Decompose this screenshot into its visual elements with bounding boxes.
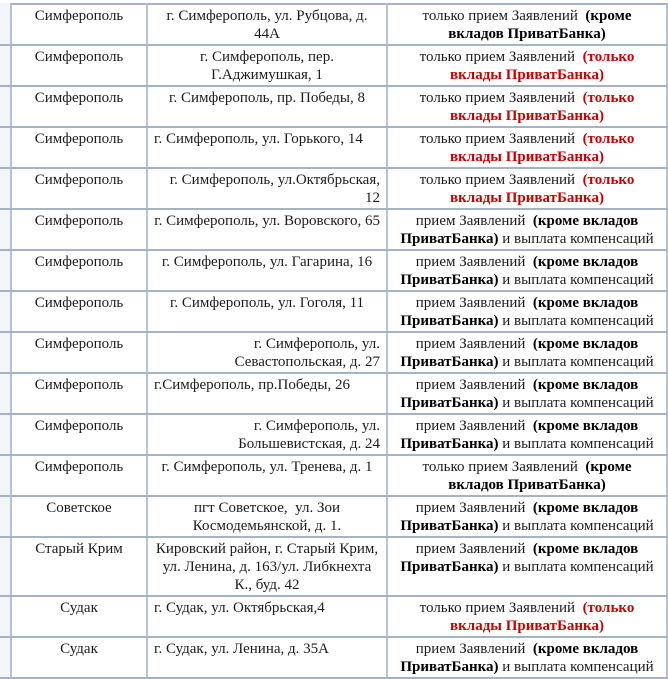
status-text: только прием Заявлений — [419, 600, 583, 616]
table-row — [0, 210, 668, 251]
status-text: прием Заявлений — [415, 377, 533, 393]
status-text: только прием Заявлений — [419, 172, 583, 188]
status-text: прием Заявлений — [415, 418, 533, 434]
status-parenthetical-bold: (кроме вкладов ПриватБанка) — [400, 418, 639, 452]
address-cell: г. Судак, ул. Октябрьская,4 — [146, 597, 386, 636]
status-cell — [386, 292, 668, 331]
table-row — [0, 128, 668, 169]
status-cell — [386, 638, 668, 677]
table-row — [0, 597, 668, 638]
left-cropped-column — [0, 538, 10, 595]
city-cell: Советское — [10, 497, 146, 536]
status-parenthetical-bold: (кроме вкладов ПриватБанка) — [400, 254, 639, 288]
city-cell: Симферополь — [10, 415, 146, 454]
address-cell: г. Симферополь, пр. Победы, 8 — [146, 87, 386, 126]
status-text: прием Заявлений — [415, 500, 533, 516]
status-cell — [386, 456, 668, 495]
table-row — [0, 169, 668, 210]
status-parenthetical-bold: (кроме вкладов ПриватБанка) — [400, 213, 639, 247]
status-cell — [386, 46, 668, 85]
status-text: и выплата компенсаций — [498, 659, 654, 675]
status-text: прием Заявлений — [415, 254, 533, 270]
status-text: и выплата компенсаций — [498, 313, 654, 329]
status-text: и выплата компенсаций — [498, 436, 654, 452]
status-privatbank-only-red: (только вклады ПриватБанка) — [450, 131, 635, 165]
status-cell — [386, 251, 668, 290]
table-row — [0, 292, 668, 333]
status-cell — [386, 128, 668, 167]
status-privatbank-only-red: (только вклады ПриватБанка) — [450, 172, 635, 206]
status-text: прием Заявлений — [415, 213, 533, 229]
address-cell: г. Симферополь, ул. Севастопольская, д. 27 — [146, 333, 386, 372]
city-cell: Симферополь — [10, 333, 146, 372]
table-row — [0, 46, 668, 87]
left-cropped-column — [0, 374, 10, 413]
address-cell: Кировский район, г. Старый Крим, ул. Ленина, д. 163/ул. Либкнехта К., буд. 42 — [146, 538, 386, 595]
status-cell — [386, 415, 668, 454]
address-cell: г. Симферополь, ул. Гагарина, 16 — [146, 251, 386, 290]
status-text: прием Заявлений — [415, 295, 533, 311]
address-cell: г. Симферополь, пер. Г.Аджимушкая, 1 — [146, 46, 386, 85]
left-cropped-column — [0, 333, 10, 372]
left-cropped-column — [0, 415, 10, 454]
status-text: только прием Заявлений — [422, 459, 586, 475]
status-privatbank-only-red: (только вклады ПриватБанка) — [450, 49, 635, 83]
table-row — [0, 333, 668, 374]
table-row — [0, 415, 668, 456]
status-cell — [386, 333, 668, 372]
status-parenthetical-bold: (кроме вкладов ПриватБанка) — [400, 377, 639, 411]
table-row — [0, 497, 668, 538]
left-cropped-column — [0, 46, 10, 85]
status-text: и выплата компенсаций — [498, 231, 654, 247]
status-text: и выплата компенсаций — [498, 559, 654, 575]
status-text: только прием Заявлений — [419, 49, 583, 65]
status-parenthetical-bold: (кроме вкладов ПриватБанка) — [400, 541, 639, 575]
status-cell — [386, 497, 668, 536]
city-cell: Симферополь — [10, 87, 146, 126]
status-cell — [386, 87, 668, 126]
left-cropped-column — [0, 638, 10, 677]
status-text: только прием Заявлений — [419, 131, 583, 147]
left-cropped-column — [0, 87, 10, 126]
status-text: прием Заявлений — [415, 336, 533, 352]
address-cell: г. Симферополь, ул. Гоголя, 11 — [146, 292, 386, 331]
table-row — [0, 638, 668, 679]
left-cropped-column — [0, 128, 10, 167]
status-text: и выплата компенсаций — [498, 518, 654, 534]
address-cell: г. Симферополь, ул. Горького, 14 — [146, 128, 386, 167]
city-cell: Симферополь — [10, 456, 146, 495]
city-cell: Судак — [10, 638, 146, 677]
table-row — [0, 538, 668, 597]
city-cell: Симферополь — [10, 169, 146, 208]
status-parenthetical-bold: (кроме вкладов ПриватБанка) — [400, 641, 639, 675]
city-cell: Симферополь — [10, 210, 146, 249]
table-row — [0, 87, 668, 128]
status-cell — [386, 597, 668, 636]
status-parenthetical-bold: (кроме вкладов ПриватБанка) — [400, 295, 639, 329]
status-cell — [386, 169, 668, 208]
status-privatbank-only-red: (только вклады ПриватБанка) — [450, 90, 635, 124]
city-cell: Симферополь — [10, 251, 146, 290]
branches-table — [0, 3, 668, 679]
left-cropped-column — [0, 3, 10, 44]
status-text: прием Заявлений — [415, 641, 533, 657]
city-cell: Судак — [10, 597, 146, 636]
address-cell: пгт Советское, ул. Зои Космодемьянской, д. 1. — [146, 497, 386, 536]
table-row — [0, 251, 668, 292]
city-cell: Симферополь — [10, 292, 146, 331]
address-cell: г. Симферополь, ул.Октябрьская, 12 — [146, 169, 386, 208]
status-text: только прием Заявлений — [419, 90, 583, 106]
status-parenthetical-bold: (кроме вкладов ПриватБанка) — [400, 500, 639, 534]
status-parenthetical-bold: (кроме вкладов ПриватБанка) — [400, 336, 639, 370]
table-row — [0, 3, 668, 46]
address-cell: г. Симферополь, ул. Рубцова, д. 44А — [146, 3, 386, 44]
city-cell: Старый Крим — [10, 538, 146, 595]
left-cropped-column — [0, 456, 10, 495]
city-cell: Симферополь — [10, 374, 146, 413]
status-privatbank-only-red: (только вклады ПриватБанка) — [450, 600, 635, 634]
status-text: и выплата компенсаций — [498, 395, 654, 411]
status-cell — [386, 210, 668, 249]
address-cell: г. Судак, ул. Ленина, д. 35А — [146, 638, 386, 677]
left-cropped-column — [0, 169, 10, 208]
left-cropped-column — [0, 597, 10, 636]
address-cell: г. Симферополь, ул. Воровского, 65 — [146, 210, 386, 249]
status-text: прием Заявлений — [415, 541, 533, 557]
left-cropped-column — [0, 210, 10, 249]
status-parenthetical-bold: (кроме вкладов ПриватБанка) — [448, 8, 632, 42]
table-row — [0, 374, 668, 415]
city-cell: Симферополь — [10, 46, 146, 85]
address-cell: г. Симферополь, ул. Большевистская, д. 24 — [146, 415, 386, 454]
left-cropped-column — [0, 497, 10, 536]
status-text: и выплата компенсаций — [498, 354, 654, 370]
address-cell: г. Симферополь, ул. Тренева, д. 1 — [146, 456, 386, 495]
status-parenthetical-bold: (кроме вкладов ПриватБанка) — [448, 459, 632, 493]
left-cropped-column — [0, 292, 10, 331]
left-cropped-column — [0, 251, 10, 290]
status-text: и выплата компенсаций — [498, 272, 654, 288]
status-text: только прием Заявлений — [422, 8, 586, 24]
address-cell: г.Симферополь, пр.Победы, 26 — [146, 374, 386, 413]
city-cell: Симферополь — [10, 128, 146, 167]
status-cell — [386, 538, 668, 595]
status-cell — [386, 374, 668, 413]
table-row — [0, 456, 668, 497]
city-cell: Симферополь — [10, 3, 146, 44]
status-cell — [386, 3, 668, 44]
